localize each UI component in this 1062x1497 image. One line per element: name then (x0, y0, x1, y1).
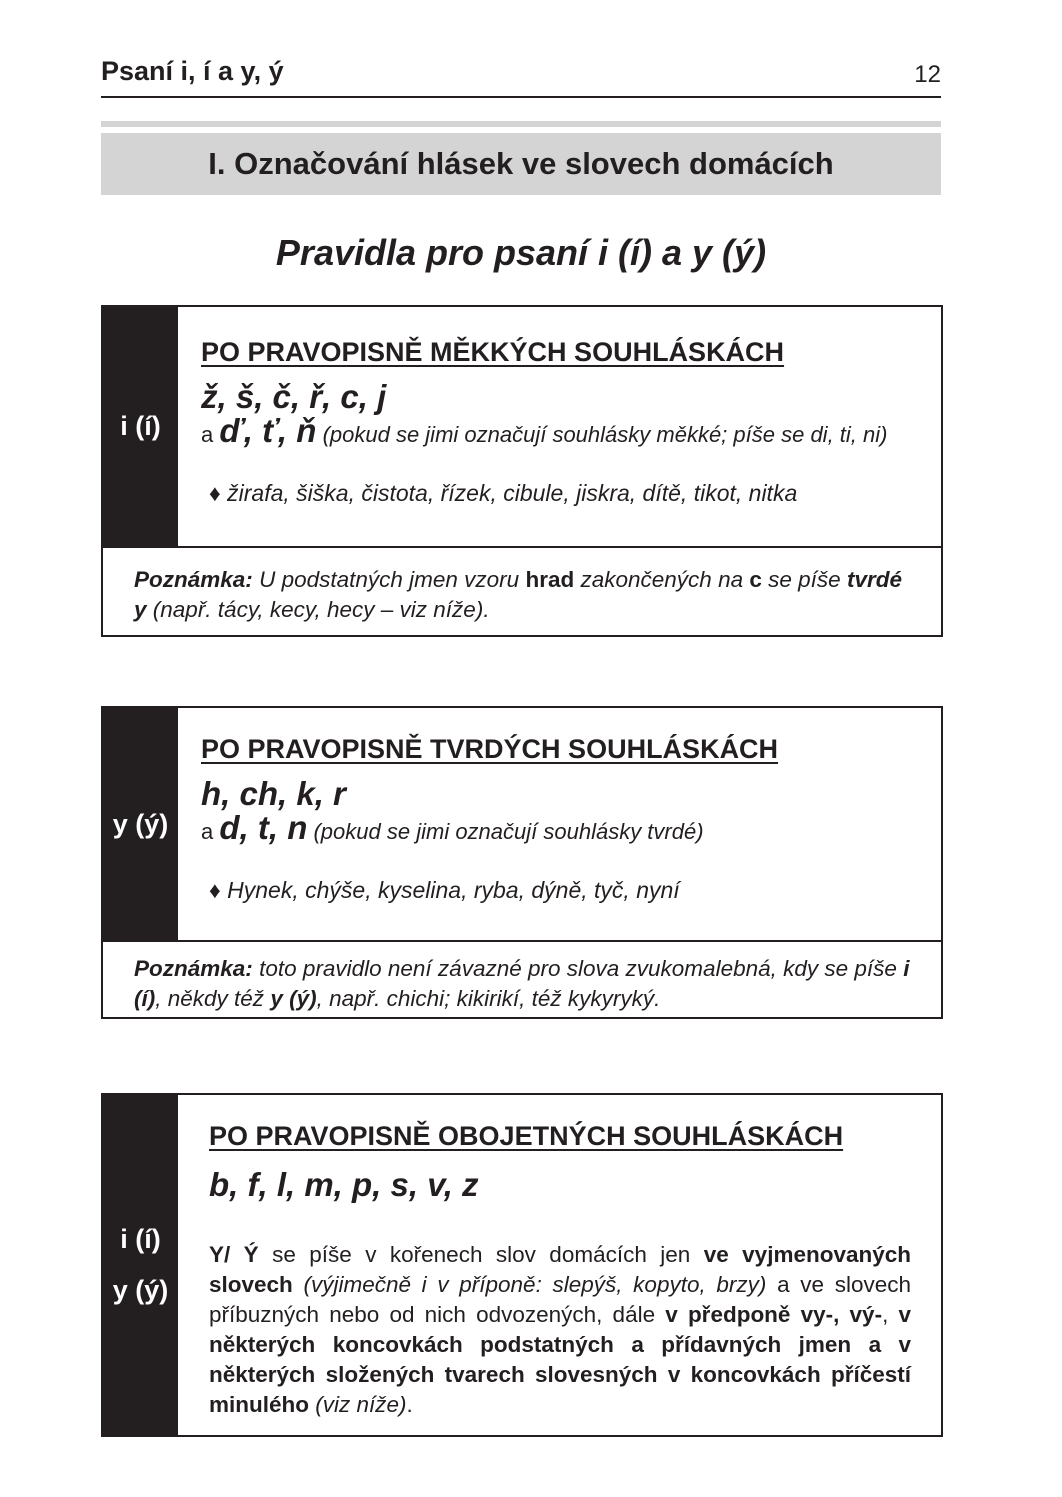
note-text: toto pravidlo není závazné pro slova zvukomalebná, kdy se píše (259, 956, 897, 981)
example-words: Hynek, chýše, kyselina, ryba, dýně, tyč, nyní (227, 877, 680, 903)
additional-consonant-note: (pokud se jimi označují souhlásky měkké; píše se di, ti, ni) (322, 422, 888, 447)
additional-consonants (201, 412, 921, 450)
additional-consonant-note: (pokud se jimi označují souhlásky tvrdé) (313, 819, 704, 844)
note-text: , někdy též (155, 986, 265, 1011)
note-emphasis: tvrdé y (134, 567, 902, 622)
paragraph-aside: (výjimečně i v příponě: slepýš, kopyto, brzy) (292, 1272, 767, 1297)
example-words: žirafa, šiška, čistota, řízek, cibule, jiskra, dítě, tikot, nitka (227, 480, 798, 506)
rule-main (103, 307, 941, 546)
rule-heading: PO PRAVOPISNĚ TVRDÝCH SOUHLÁSKÁCH (201, 734, 779, 764)
paragraph-emphasis: v předponě vy-, vý- (665, 1302, 883, 1327)
diamond-bullet-icon: ♦ (209, 877, 221, 903)
and-word: a (201, 819, 214, 844)
consonant-list: h, ch, k, r (201, 775, 346, 812)
rules-title: Pravidla pro psaní i (í) a y (ý) (275, 232, 767, 273)
note-emphasis: c (749, 567, 762, 592)
additional-consonant-list: ď, ť, ň (219, 412, 317, 449)
paragraph-emphasis: Y/ Ý (209, 1242, 259, 1267)
side-label: i (í) (120, 411, 161, 441)
additional-consonants (201, 809, 921, 847)
paragraph-text: . (406, 1392, 413, 1417)
paragraph-emphasis: ve vyjmenovaných slovech (209, 1242, 911, 1297)
diamond-bullet-icon: ♦ (209, 480, 221, 506)
rule-box-soft (101, 305, 943, 637)
rule-body (178, 708, 941, 940)
consonant-list: b, f, l, m, p, s, v, z (209, 1166, 479, 1203)
running-title: Psaní i, í a y, ý (101, 56, 284, 86)
note-text: se píše (768, 567, 841, 592)
note-text: U podstatných jmen vzoru (259, 567, 520, 592)
note (103, 940, 941, 1017)
rule-box-hard (101, 706, 943, 1019)
rule-side-label (103, 1095, 178, 1435)
rule-body (178, 1095, 941, 1435)
examples (201, 877, 921, 904)
paragraph-aside: (viz níže) (309, 1392, 407, 1417)
rule-heading: PO PRAVOPISNĚ MĚKKÝCH SOUHLÁSKÁCH (201, 337, 785, 367)
page (101, 0, 941, 1497)
note-text: (např. tácy, kecy, hecy – viz níže). (152, 597, 490, 622)
note-text: zakončených na (580, 567, 744, 592)
note-label: Poznámka: (134, 956, 253, 981)
note-emphasis: hrad (525, 567, 575, 592)
section-bar-rule (101, 121, 941, 127)
running-header (101, 54, 941, 98)
rule-side-label (103, 708, 178, 940)
examples (201, 480, 921, 507)
rule-main (103, 1095, 941, 1435)
paragraph-text: a ve slovech příbuzných nebo od nich odvozených, dále (209, 1272, 911, 1327)
note (103, 546, 941, 635)
rule-box-ambiguous (101, 1093, 943, 1437)
rule-heading: PO PRAVOPISNĚ OBOJETNÝCH SOUHLÁSKÁCH (209, 1121, 844, 1151)
note-label: Poznámka: (134, 567, 253, 592)
note-text: , např. chichi; kikirikí, též kykyryký. (316, 986, 661, 1011)
additional-consonant-list: d, t, n (219, 809, 308, 846)
side-label: y (ý) (112, 808, 169, 839)
paragraph-emphasis: v některých koncovkách podstatných a přídavných jmen a v některých složených tvarech slovesných v koncovkách příčestí minulého (209, 1302, 911, 1417)
consonant-list: ž, š, č, ř, c, j (201, 378, 387, 415)
note-emphasis: i (í) (134, 956, 910, 1011)
rule-side-label (103, 307, 178, 546)
page-number: 12 (914, 61, 941, 88)
note-emphasis: y (ý) (270, 986, 317, 1011)
paragraph-text: se píše v kořenech slov domácích jen (258, 1242, 704, 1267)
rule-paragraph (209, 1240, 911, 1420)
paragraph-text: , (882, 1302, 899, 1327)
section-title: I. Označování hlásek ve slovech domácích (101, 133, 941, 195)
rule-body (178, 307, 941, 546)
and-word: a (201, 422, 214, 447)
rule-main (103, 708, 941, 940)
side-label: y (ý) (112, 1275, 169, 1305)
side-label: i (í) (120, 1224, 161, 1254)
